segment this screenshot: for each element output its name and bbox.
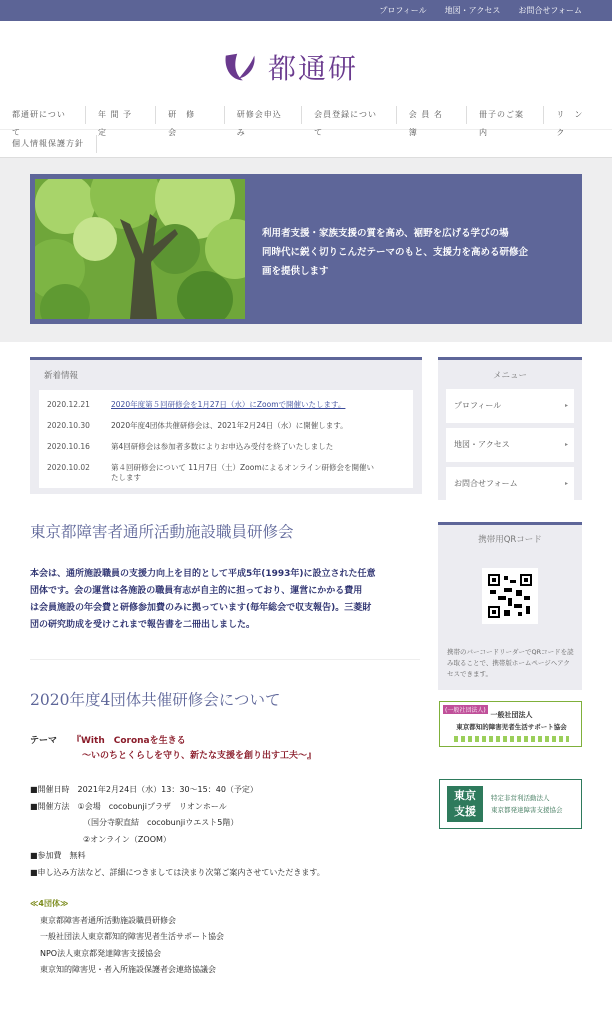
group-item: 東京知的障害児・者入所施設保護者会連絡協議会 xyxy=(40,965,216,974)
banner-line-2: 東京都発達障害支援協会 xyxy=(491,806,563,814)
nav-privacy[interactable]: 個人情報保護方針 xyxy=(0,135,97,153)
section-title-joint-seminar: 2020年度4団体共催研修会について xyxy=(30,691,281,709)
group-item: 一般社団法人東京都知的障害児者生活サポート協会 xyxy=(40,932,224,941)
qr-header: 携帯用QRコード xyxy=(478,535,542,545)
intro-line: 本会は、通所施設職員の支援力向上を目的として平成5年(1993年)に設立された任意 xyxy=(30,569,376,579)
news-list xyxy=(39,390,413,488)
banner-tag: (一般社団法人) xyxy=(445,707,486,714)
news-title-line-1: 第４回研修会について 11月7日（土）Zoomによるオンライン研修会を開催い xyxy=(111,463,374,472)
nav-apply[interactable]: 研修会申込み xyxy=(225,106,302,124)
logo-text: 都通研 xyxy=(268,52,359,85)
news-date: 2020.10.02 xyxy=(47,463,90,472)
menu-header: メニュー xyxy=(492,371,527,381)
news-header: 新着情報 xyxy=(44,371,79,381)
main-nav xyxy=(0,100,612,158)
news-item[interactable] xyxy=(39,400,413,410)
news-title: 2020年度4団体共催研修会は、2021年2月24日（水）に開催します。 xyxy=(111,421,348,430)
seminar-details xyxy=(30,782,325,881)
theme-label: テーマ xyxy=(30,736,58,746)
banner-line-1: 特定非営利活動法人 xyxy=(491,794,550,802)
hero-line-1: 利用者支援・家族支援の質を高め、裾野を広げる学びの場 xyxy=(262,228,509,239)
banner-line-1: 一般社団法人 xyxy=(490,711,533,719)
nav-links[interactable]: リ ン ク xyxy=(556,109,593,137)
intro-line: 団体です。会の運営は各施設の職員有志が自主的に担っており、運営にかかる費用 xyxy=(30,586,363,596)
banner-line-2: 東京都知的障害児者生活サポート協会 xyxy=(456,723,567,731)
nav-booklets[interactable]: 冊子のご案内 xyxy=(467,106,544,124)
banner-support-association[interactable] xyxy=(439,701,582,747)
organizer-groups xyxy=(30,896,224,979)
banner-developmental-support[interactable] xyxy=(439,779,582,829)
detail-online: ②オンライン（ZOOM） xyxy=(83,834,171,844)
detail-fee: ■参加費 無料 xyxy=(30,851,86,860)
news-title[interactable]: 2020年度第５回研修会を1月27日（水）にZoomで開催いたします。 xyxy=(111,400,346,409)
news-date: 2020.10.30 xyxy=(47,421,90,430)
intro-text xyxy=(30,566,420,634)
section-title-organization: 東京都障害者通所活動施設職員研修会 xyxy=(30,523,294,541)
qr-panel xyxy=(438,522,582,690)
menu-item-access[interactable]: 地図・アクセス ▸ xyxy=(446,428,574,462)
intro-line: は会員施設の年会費と研修参加費のみに拠っています(毎年総会で収支報告)。三菱財 xyxy=(30,603,372,613)
side-menu xyxy=(438,357,582,500)
detail-venue-note: （国分寺駅直結 cocobunjiウエスト5階） xyxy=(83,818,239,827)
nav-schedule[interactable]: 年 間 予 定 xyxy=(86,106,156,124)
detail-method: ■開催方法 ①会場 cocobunjiプラザ リオンホール xyxy=(30,801,227,811)
news-item[interactable] xyxy=(39,442,413,452)
banner-decoration xyxy=(454,736,569,742)
detail-date: ■開催日時 2021年2月24日（水）13：30〜15：40（予定） xyxy=(30,785,258,794)
hero-line-3: 画を提供します xyxy=(262,266,329,277)
divider xyxy=(30,659,420,660)
theme-subtitle: 〜いのちとくらしを守り、新たな支援を創り出す工夫〜』 xyxy=(82,751,317,761)
news-title-line-2: たします xyxy=(111,473,141,482)
nav-members[interactable]: 会 員 名 簿 xyxy=(397,106,467,124)
news-title xyxy=(111,463,374,483)
group-item: 東京都障害者通所活動施設職員研修会 xyxy=(40,915,176,925)
qr-code-icon xyxy=(482,568,538,624)
top-link-profile[interactable]: プロフィール xyxy=(379,6,427,15)
tree-photo xyxy=(35,179,245,319)
seminar-theme xyxy=(30,734,317,761)
qr-note: 携帯のバーコードリーダーでQRコードを読み取ることで、携帯版ホームページへアクセスできます。 xyxy=(447,648,574,678)
news-item[interactable] xyxy=(39,421,413,431)
theme-title: 『With Coronaを生きる xyxy=(72,736,186,746)
logo-mark-icon xyxy=(222,49,260,85)
hero-line-2: 同時代に鋭く切りこんだテーマのもと、支援力を高める研修企 xyxy=(262,247,529,258)
news-panel xyxy=(30,357,422,494)
top-link-contact[interactable]: お問合せフォーム xyxy=(518,6,582,15)
nav-membership[interactable]: 会員登録について xyxy=(302,106,397,124)
top-link-access[interactable]: 地図・アクセス xyxy=(444,6,501,15)
group-item: NPO法人東京都発達障害支援協会 xyxy=(40,948,162,958)
detail-application: ■申し込み方法など、詳細につきましては決まり次第ご案内させていただきます。 xyxy=(30,867,325,877)
nav-about[interactable]: 都通研について xyxy=(0,106,86,124)
nav-seminars[interactable]: 研 修 会 xyxy=(156,106,225,124)
groups-header: ≪4団体≫ xyxy=(30,899,69,908)
news-date: 2020.12.21 xyxy=(47,400,90,409)
menu-item-profile[interactable]: プロフィール ▸ xyxy=(446,389,574,423)
intro-line: 団の研究助成を受けこれまで報告書を二冊出しました。 xyxy=(30,620,256,630)
news-title: 第4回研修会は参加者多数によりお申込み受付を終了いたしました xyxy=(111,442,334,451)
hero-banner xyxy=(30,174,582,324)
site-logo[interactable] xyxy=(222,47,358,87)
top-bar xyxy=(0,0,612,21)
menu-item-contact[interactable]: お問合せフォーム ▸ xyxy=(446,467,574,501)
news-item[interactable] xyxy=(39,463,413,483)
banner-logo-icon: 東京 支援 xyxy=(447,786,483,822)
news-date: 2020.10.16 xyxy=(47,442,90,451)
hero-text xyxy=(262,224,562,281)
